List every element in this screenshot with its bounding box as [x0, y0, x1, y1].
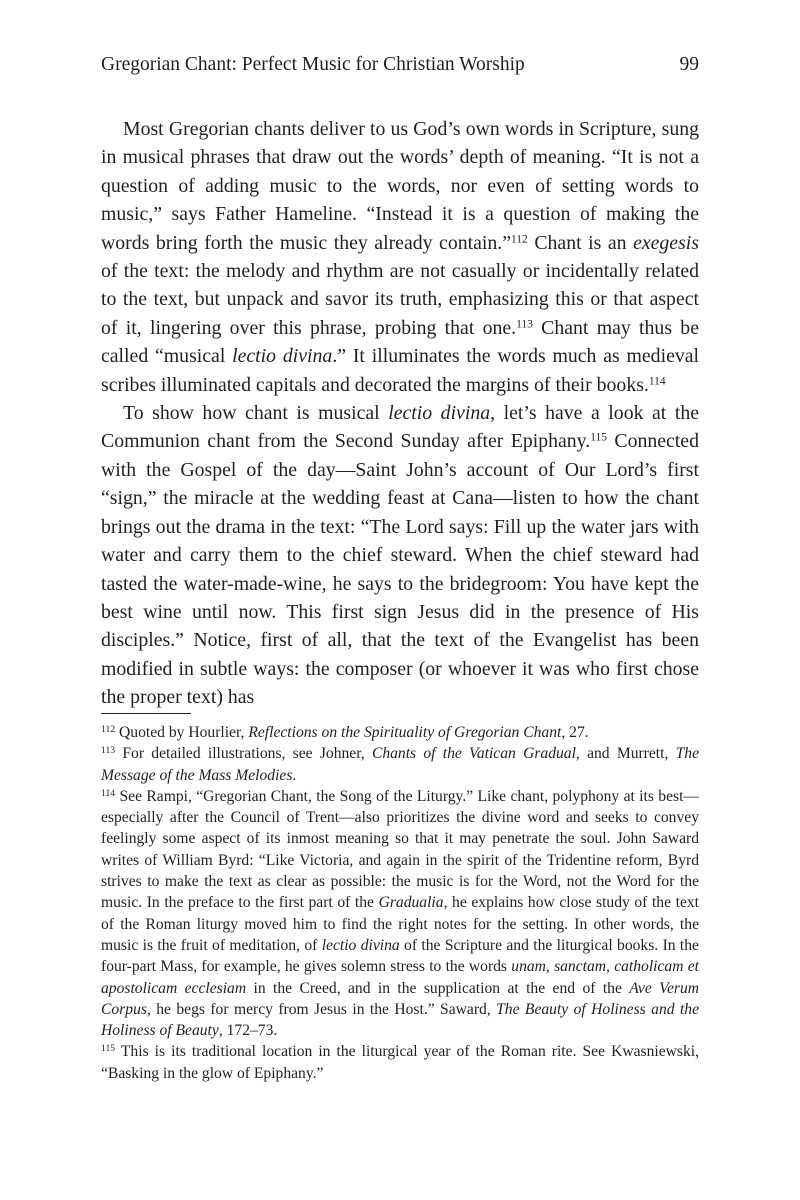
running-header	[101, 54, 699, 82]
text: , let’s have a look at the Communion chant from the Second Sunday after Epiphany.	[101, 402, 699, 453]
italic-term: lectio divina	[232, 345, 333, 368]
text: Most Gregorian chants deliver to us God’s own words in Scripture, sung in musical phrases that draw out the words’ depth of meaning. “It is not a question of adding music to the words, nor even of setting words to music,” says Father Hameline. “Instead it is a question of making the words bring forth the music they already contain.”	[101, 118, 699, 254]
italic-term: unam, sanctam, catholicam et apostolicam ecclesiam	[101, 958, 699, 997]
text: of the Scripture and the liturgical books. In the four-part Mass, for example, he gives solemn stress to the words	[101, 936, 699, 976]
text: , he explains how close study of the text of the Roman liturgy moved him to find the right notes for the setting. In other words, the music is the fruit of meditation, of	[101, 894, 699, 954]
footnote-number: 113	[101, 745, 116, 757]
body-text	[101, 115, 699, 712]
footnotes	[101, 722, 699, 1084]
text: in the Creed, and in the supplication at the end of the	[246, 979, 630, 997]
text: .	[292, 766, 297, 784]
footnote-ref-112[interactable]: 112	[511, 233, 528, 246]
text: For detailed illustrations, see Johner,	[115, 745, 372, 763]
footnote-number: 112	[101, 724, 116, 736]
text: , he begs for mercy from Jesus in the Host.” Saward,	[146, 1000, 497, 1018]
italic-title: Ave Verum Corpus	[101, 979, 700, 1018]
text: of the text: the melody and rhythm are not casually or incidentally related to the text, but unpack and savor its truth, emphasizing this or that aspect of it, lingering over this phrase, probing that one.	[101, 260, 699, 339]
footnote-divider	[101, 713, 191, 714]
text: Chant is an	[527, 231, 634, 254]
footnote-ref-115[interactable]: 115	[590, 432, 608, 445]
text: Quoted by Hourlier,	[115, 724, 249, 741]
text: , 27.	[561, 724, 589, 741]
footnote-112	[101, 722, 699, 743]
text: See Rampi, “Gregorian Chant, the Song of the Liturgy.” Like chant, polyphony at its best—especially after the Council of Trent—also prioritizes the divine word and seeks to convey feelingly some aspect of its inmost meaning so that it may penetrate the soul. John Saward writes of William Byrd: “Like Victoria, and again in the spirit of the Tridentine reform, Byrd strives to make the text as clear as possible: the music is for the Word, not the Word for the music. In the preface to the first part of the	[101, 787, 699, 912]
footnote-113	[101, 743, 699, 786]
footnote-ref-113[interactable]: 113	[516, 318, 533, 331]
text: .” It illuminates the words much as medieval scribes illuminated capitals and decorated the margins of their books.	[101, 345, 700, 396]
paragraph-2	[101, 399, 699, 711]
italic-title: Reflections on the Spirituality of Gregorian Chant	[248, 724, 562, 741]
paragraph-1	[101, 115, 699, 399]
text: Chant may thus be called “musical	[101, 316, 699, 368]
italic-term: lectio divina	[388, 402, 491, 425]
text: Connected with the Gospel of the day—Saint John’s account of Our Lord’s first “sign,” the miracle at the wedding feast at Cana—listen to how the chant brings out the drama in the text: “The Lord says: Fill up the water jars with water and carry them to the chief steward. When the chief steward had tasted the water-made-wine, he says to the bridegroom: You have kept the best wine until now. This first sign Jesus did in the presence of His disciples.” Notice, first of all, that the text of the Evangelist has been modified in subtle ways: the composer (or whoever it was who first chose the proper text) has	[101, 430, 699, 709]
footnote-115	[101, 1041, 699, 1084]
footnote-114	[101, 786, 699, 1042]
text: This is its traditional location in the liturgical year of the Roman rite. See Kwasniewski, “Basking in the glow of Epiphany.”	[101, 1043, 699, 1082]
running-title: Gregorian Chant: Perfect Music for Christian Worship	[101, 54, 525, 75]
italic-title: Chants of the Vatican Gradual	[371, 745, 576, 763]
footnote-number: 115	[101, 1043, 116, 1055]
footnote-number: 114	[101, 788, 116, 800]
page-number: 99	[679, 54, 699, 75]
text: To show how chant is musical	[123, 402, 389, 425]
footnote-ref-114[interactable]: 114	[648, 375, 666, 388]
italic-term: lectio divina	[321, 936, 400, 954]
italic-title: The Message of the Mass Melodies	[101, 745, 699, 784]
italic-term: exegesis	[633, 231, 699, 254]
text: , and Murrett,	[575, 745, 676, 763]
italic-title: The Beauty of Holiness and the Holiness of Beauty	[101, 1000, 699, 1040]
text: , 172–73.	[218, 1022, 278, 1040]
italic-title: Gradualia	[378, 894, 444, 912]
